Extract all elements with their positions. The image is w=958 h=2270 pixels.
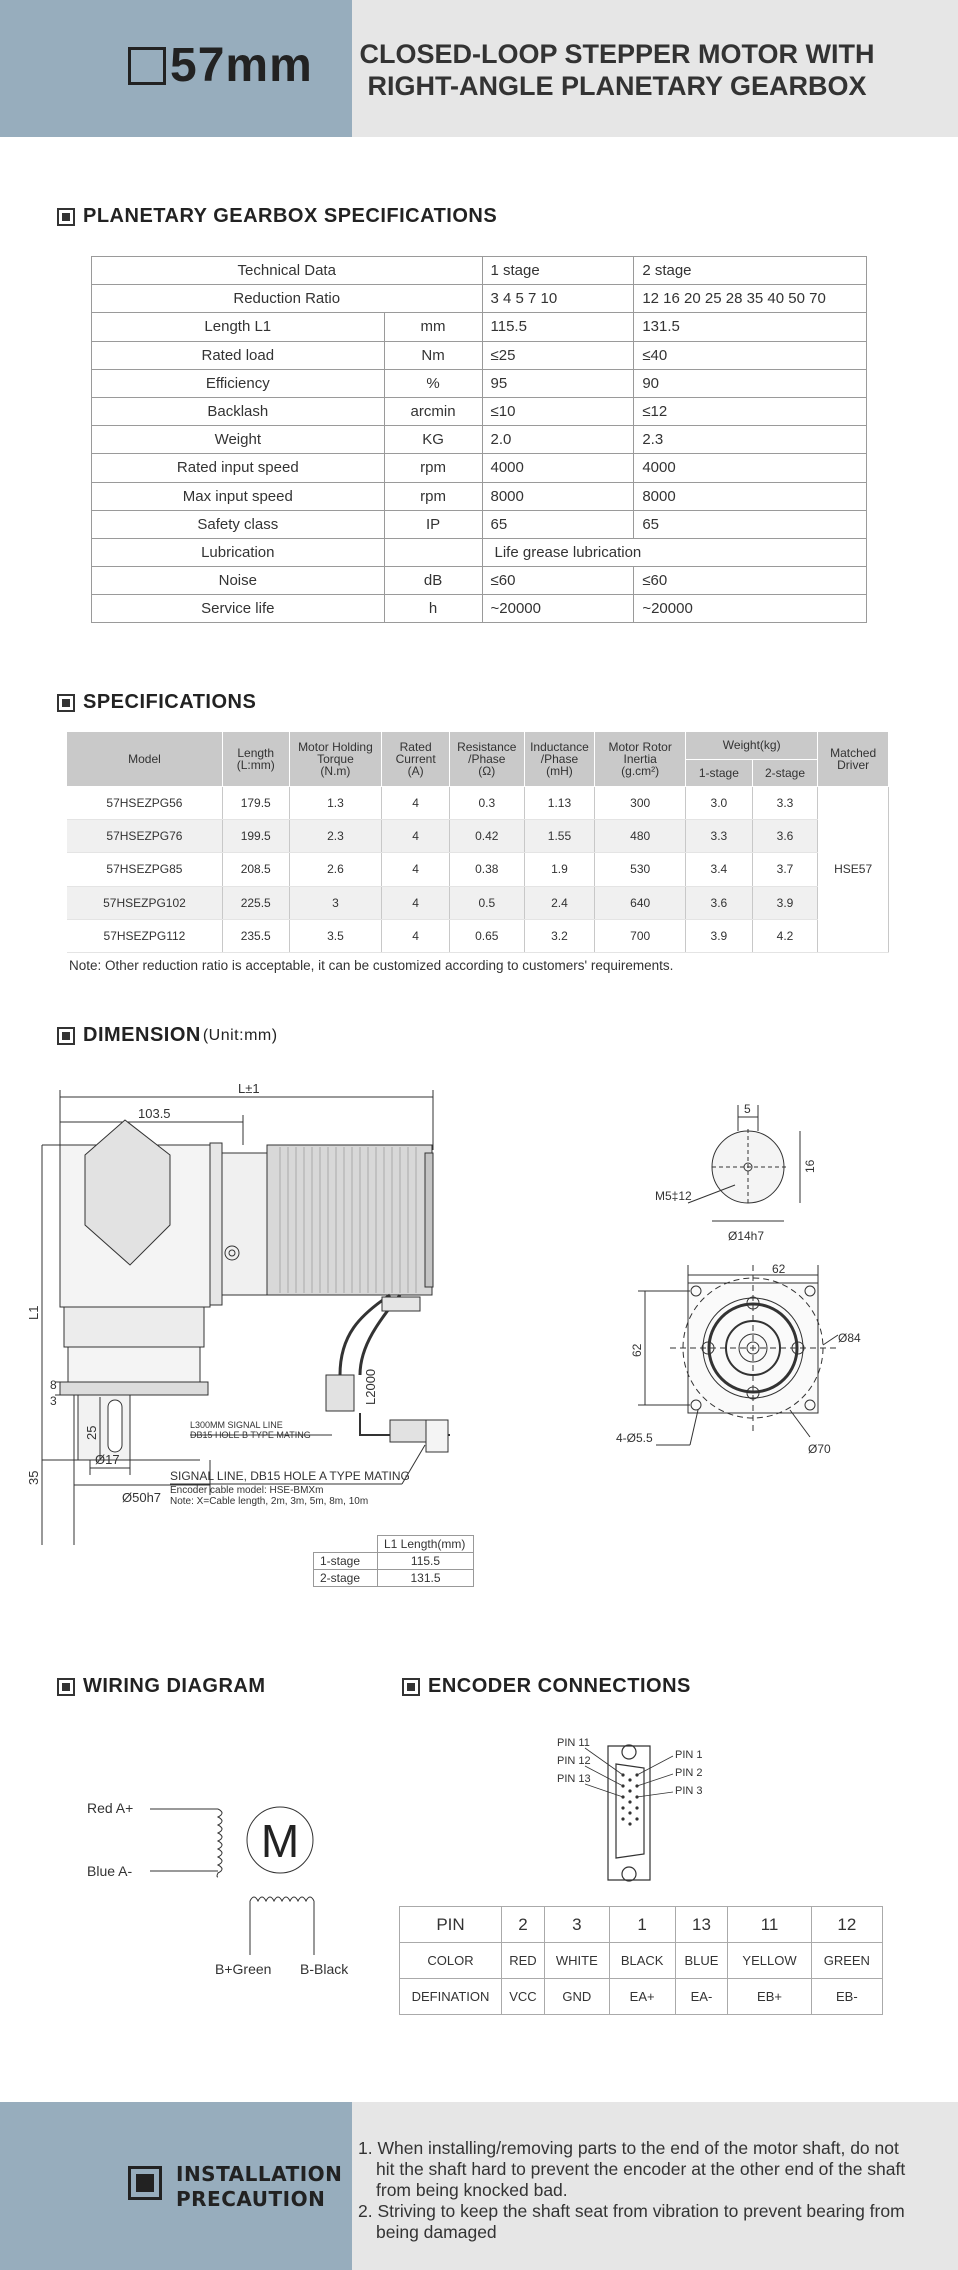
th-weight: Weight(kg) (686, 732, 818, 759)
motor-size-text: 57mm (170, 39, 313, 92)
gearbox-cell: IP (384, 510, 482, 538)
pin-table-row (400, 1943, 883, 1979)
gearbox-cell: h (384, 595, 482, 623)
dim-50: Ø50h7 (122, 1490, 162, 1505)
gearbox-cell: 2 stage (634, 257, 867, 285)
precaution-heading-2: PRECAUTION (176, 2187, 326, 2211)
wire-blue-label: Blue A- (87, 1863, 133, 1879)
gearbox-cell: ~20000 (482, 595, 634, 623)
dim-l-total: L±1 (238, 1081, 260, 1096)
gearbox-row (92, 369, 867, 397)
pin1-label: PIN 1 (675, 1749, 703, 1761)
specs-cell: 4 (382, 786, 450, 819)
gearbox-cell: ≤60 (482, 567, 634, 595)
gearbox-cell: 90 (634, 369, 867, 397)
section-marker-icon (57, 694, 75, 712)
dim-62-top: 62 (772, 1262, 786, 1276)
gearbox-heading-text: PLANETARY GEARBOX SPECIFICATIONS (83, 205, 498, 227)
pin-table-cell: EA- (675, 1979, 728, 2015)
l1-header: L1 Length(mm) (378, 1536, 474, 1553)
dim-17: Ø17 (95, 1452, 120, 1467)
specs-cell: 3.6 (752, 819, 818, 852)
precaution-heading-1: INSTALLATION (176, 2162, 343, 2186)
pin2-label: PIN 2 (675, 1767, 703, 1779)
encoder-heading (402, 1675, 691, 1698)
specs-cell: 3.2 (524, 920, 595, 953)
specs-table (67, 732, 889, 953)
gearbox-cell: ~20000 (634, 595, 867, 623)
gearbox-cell: 95 (482, 369, 634, 397)
gearbox-cell: arcmin (384, 397, 482, 425)
l1-blank-cell (314, 1536, 378, 1553)
specs-cell: 4 (382, 886, 450, 919)
specs-cell: 4 (382, 853, 450, 886)
title-line-1: CLOSED-LOOP STEPPER MOTOR WITH (359, 39, 875, 69)
wiring-heading (57, 1675, 266, 1698)
specs-cell: 3.3 (752, 786, 818, 819)
gearbox-cell: rpm (384, 454, 482, 482)
specs-cell: 3.6 (686, 886, 753, 919)
dim-35: 35 (26, 1470, 41, 1485)
encoder-cable-model: Encoder cable model: HSE-BMXm (170, 1485, 324, 1496)
gearbox-cell: ≤60 (634, 567, 867, 595)
specs-cell: 530 (595, 853, 686, 886)
dim-3: 3 (50, 1394, 57, 1408)
pin-table-cell: YELLOW (728, 1943, 811, 1979)
gearbox-cell: Rated load (92, 341, 385, 369)
gearbox-cell: KG (384, 426, 482, 454)
section-marker-icon (57, 1027, 75, 1045)
precaution-item: 2. Striving to keep the shaft seat from vibration to prevent bearing from being damaged (358, 2201, 905, 2242)
specs-note: Note: Other reduction ratio is acceptable, it can be customized according to customers' requirements. (69, 958, 674, 973)
matched-driver-cell: HSE57 (818, 786, 889, 953)
dim-16: 16 (803, 1159, 817, 1173)
th-torque: Motor Holding Torque (N.m) (289, 732, 382, 786)
gearbox-row (92, 595, 867, 623)
gearbox-cell: dB (384, 567, 482, 595)
specs-heading-text: SPECIFICATIONS (83, 691, 257, 713)
th-inertia: Motor Rotor Inertia (g.cm²) (595, 732, 686, 786)
l1-length-table (313, 1535, 474, 1587)
footer-banner (0, 2102, 958, 2270)
specs-cell: 1.9 (524, 853, 595, 886)
specs-cell: 1.3 (289, 786, 382, 819)
pin-table-cell: 2 (502, 1907, 545, 1943)
gearbox-cell: % (384, 369, 482, 397)
dimension-unit: (Unit:mm) (202, 1026, 278, 1044)
gearbox-cell: Life grease lubrication (482, 538, 867, 566)
pin-table-cell: VCC (502, 1979, 545, 2015)
encoder-pin-table (399, 1906, 883, 2015)
signal-big: SIGNAL LINE, DB15 HOLE A TYPE MATING (170, 1469, 410, 1483)
dim-holes: 4-Ø5.5 (616, 1431, 653, 1445)
dim-103: 103.5 (138, 1106, 171, 1121)
specs-cell: 300 (595, 786, 686, 819)
dim-25: 25 (84, 1425, 99, 1440)
gearbox-cell: ≤25 (482, 341, 634, 369)
gearbox-table (91, 256, 867, 623)
l1-stage1-label: 1-stage (314, 1553, 378, 1570)
pin-table-cell: EB+ (728, 1979, 811, 2015)
specs-cell: 1.55 (524, 819, 595, 852)
gearbox-cell: Weight (92, 426, 385, 454)
gearbox-cell: Nm (384, 341, 482, 369)
gearbox-cell: 115.5 (482, 313, 634, 341)
gearbox-row (92, 313, 867, 341)
gearbox-cell: 12 16 20 25 28 35 40 50 70 (634, 285, 867, 313)
gearbox-cell: 2.3 (634, 426, 867, 454)
precaution-marker-icon (128, 2166, 162, 2200)
th-resistance: Resistance /Phase (Ω) (449, 732, 524, 786)
pin-table-label: COLOR (400, 1943, 502, 1979)
specs-cell: 3.0 (686, 786, 753, 819)
pin-table-cell: BLACK (609, 1943, 675, 1979)
specs-cell: 1.13 (524, 786, 595, 819)
signal-small-1: L300MM SIGNAL LINE (190, 1420, 283, 1430)
specs-cell: 0.5 (449, 886, 524, 919)
pin11-label: PIN 11 (557, 1737, 590, 1749)
specs-cell: 2.3 (289, 819, 382, 852)
gearbox-cell: 1 stage (482, 257, 634, 285)
pin-table-row (400, 1907, 883, 1943)
gearbox-cell: ≤10 (482, 397, 634, 425)
th-current: Rated Current (A) (382, 732, 450, 786)
specs-cell: 57HSEZPG112 (67, 920, 222, 953)
pin13-label: PIN 13 (557, 1773, 591, 1785)
pin-table-cell: RED (502, 1943, 545, 1979)
gearbox-cell (384, 538, 482, 566)
encoder-heading-text: ENCODER CONNECTIONS (428, 1675, 691, 1697)
dim-5: 5 (744, 1102, 751, 1116)
motor-symbol: M (260, 1815, 300, 1867)
l1-stage2-value: 131.5 (378, 1570, 474, 1587)
gearbox-row (92, 567, 867, 595)
wire-green-label: B+Green (215, 1961, 272, 1977)
gearbox-row (92, 454, 867, 482)
gearbox-row (92, 257, 867, 285)
precaution-heading (176, 2162, 342, 2212)
th-inductance: Inductance /Phase (mH) (524, 732, 595, 786)
gearbox-cell: Length L1 (92, 313, 385, 341)
gearbox-cell: 2.0 (482, 426, 634, 454)
gearbox-cell: 8000 (634, 482, 867, 510)
gearbox-row (92, 341, 867, 369)
gearbox-cell: 4000 (482, 454, 634, 482)
specs-heading (57, 691, 256, 714)
pin-table-cell: EB- (811, 1979, 882, 2015)
specs-cell: 4 (382, 819, 450, 852)
pin12-label: PIN 12 (557, 1755, 591, 1767)
specs-cell: 235.5 (222, 920, 289, 953)
pin-table-label: PIN (400, 1907, 502, 1943)
gearbox-cell: ≤40 (634, 341, 867, 369)
specs-row (67, 920, 889, 953)
pin-table-cell: 13 (675, 1907, 728, 1943)
precaution-item: 1. When installing/removing parts to the end of the motor shaft, do not hit the shaft hard to prevent the encoder at the other end of the shaft from being knocked bad. (358, 2138, 906, 2200)
section-marker-icon (57, 1678, 75, 1696)
gearbox-cell: Rated input speed (92, 454, 385, 482)
pin-table-cell: 11 (728, 1907, 811, 1943)
gearbox-row (92, 482, 867, 510)
wire-black-label: B-Black (300, 1961, 349, 1977)
pin-table-cell: 3 (544, 1907, 609, 1943)
l1-stage1-value: 115.5 (378, 1553, 474, 1570)
specs-row (67, 886, 889, 919)
th-stage1: 1-stage (686, 759, 753, 786)
gearbox-cell: 8000 (482, 482, 634, 510)
specs-cell: 0.3 (449, 786, 524, 819)
specs-cell: 3.5 (289, 920, 382, 953)
pin-table-label: DEFINATION (400, 1979, 502, 2015)
specs-cell: 199.5 (222, 819, 289, 852)
gearbox-cell: Safety class (92, 510, 385, 538)
pin-table-cell: BLUE (675, 1943, 728, 1979)
specs-cell: 4.2 (752, 920, 818, 953)
square-frame-icon (128, 47, 166, 85)
gearbox-cell: rpm (384, 482, 482, 510)
pin-table-cell: 12 (811, 1907, 882, 1943)
gearbox-cell: ≤12 (634, 397, 867, 425)
gearbox-row (92, 510, 867, 538)
dimension-heading-text: DIMENSION (83, 1024, 201, 1046)
pin-table-row (400, 1979, 883, 2015)
specs-cell: 3.9 (752, 886, 818, 919)
pin-table-cell: GREEN (811, 1943, 882, 1979)
specs-cell: 3.3 (686, 819, 753, 852)
specs-cell: 2.4 (524, 886, 595, 919)
section-marker-icon (402, 1678, 420, 1696)
dim-62-side: 62 (630, 1343, 644, 1357)
specs-row (67, 819, 889, 852)
specs-cell: 225.5 (222, 886, 289, 919)
th-length: Length (L:mm) (222, 732, 289, 786)
specs-cell: 57HSEZPG56 (67, 786, 222, 819)
gearbox-cell: 65 (634, 510, 867, 538)
gearbox-cell: 131.5 (634, 313, 867, 341)
gearbox-cell: Max input speed (92, 482, 385, 510)
gearbox-cell: Technical Data (92, 257, 483, 285)
db15-connector-diagram (545, 1730, 725, 1890)
gearbox-heading (57, 205, 497, 228)
specs-cell: 0.65 (449, 920, 524, 953)
pin-table-cell: GND (544, 1979, 609, 2015)
specs-cell: 700 (595, 920, 686, 953)
title-line-2: RIGHT-ANGLE PLANETARY GEARBOX (367, 71, 867, 101)
gearbox-cell: 4000 (634, 454, 867, 482)
th-driver: Matched Driver (818, 732, 889, 786)
dimension-drawing (26, 1075, 930, 1610)
gearbox-cell: 65 (482, 510, 634, 538)
cable-note: Note: X=Cable length, 2m, 3m, 5m, 8m, 10m (170, 1496, 369, 1507)
specs-cell: 640 (595, 886, 686, 919)
th-stage2: 2-stage (752, 759, 818, 786)
motor-size-label (128, 38, 313, 93)
dim-14: Ø14h7 (728, 1229, 765, 1243)
gearbox-row (92, 538, 867, 566)
specs-cell: 3.4 (686, 853, 753, 886)
dim-84: Ø84 (838, 1331, 861, 1345)
specs-cell: 57HSEZPG102 (67, 886, 222, 919)
specs-cell: 179.5 (222, 786, 289, 819)
th-model: Model (67, 732, 222, 786)
dim-m5: M5‡12 (655, 1189, 692, 1203)
specs-cell: 480 (595, 819, 686, 852)
wiring-heading-text: WIRING DIAGRAM (83, 1675, 266, 1697)
gearbox-cell: Backlash (92, 397, 385, 425)
pin-table-cell: 1 (609, 1907, 675, 1943)
wire-red-label: Red A+ (87, 1800, 134, 1816)
specs-cell: 2.6 (289, 853, 382, 886)
specs-cell: 0.38 (449, 853, 524, 886)
gearbox-cell: mm (384, 313, 482, 341)
signal-small-2: DB15 HOLE B TYPE MATING (190, 1430, 311, 1440)
gearbox-row (92, 426, 867, 454)
l1-stage2-label: 2-stage (314, 1570, 378, 1587)
gearbox-cell: Efficiency (92, 369, 385, 397)
specs-cell: 0.42 (449, 819, 524, 852)
dim-l1: L1 (26, 1305, 41, 1320)
header-banner (0, 0, 958, 137)
specs-cell: 3 (289, 886, 382, 919)
gearbox-row (92, 397, 867, 425)
dim-l2000: L2000 (363, 1368, 378, 1405)
specs-cell: 57HSEZPG76 (67, 819, 222, 852)
specs-cell: 208.5 (222, 853, 289, 886)
gearbox-cell: Lubrication (92, 538, 385, 566)
gearbox-cell: 3 4 5 7 10 (482, 285, 634, 313)
precaution-list (358, 2138, 918, 2243)
specs-cell: 57HSEZPG85 (67, 853, 222, 886)
wiring-diagram (80, 1755, 380, 1995)
specs-cell: 3.9 (686, 920, 753, 953)
dimension-heading (57, 1024, 278, 1047)
specs-row (67, 853, 889, 886)
pin3-label: PIN 3 (675, 1785, 703, 1797)
dim-70: Ø70 (808, 1442, 831, 1456)
pin-table-cell: WHITE (544, 1943, 609, 1979)
page-title (352, 38, 882, 102)
pin-table-cell: EA+ (609, 1979, 675, 2015)
gearbox-cell: Noise (92, 567, 385, 595)
specs-row (67, 786, 889, 819)
specs-cell: 3.7 (752, 853, 818, 886)
dim-8: 8 (50, 1378, 57, 1392)
section-marker-icon (57, 208, 75, 226)
gearbox-cell: Service life (92, 595, 385, 623)
gearbox-cell: Reduction Ratio (92, 285, 483, 313)
gearbox-row (92, 285, 867, 313)
specs-cell: 4 (382, 920, 450, 953)
